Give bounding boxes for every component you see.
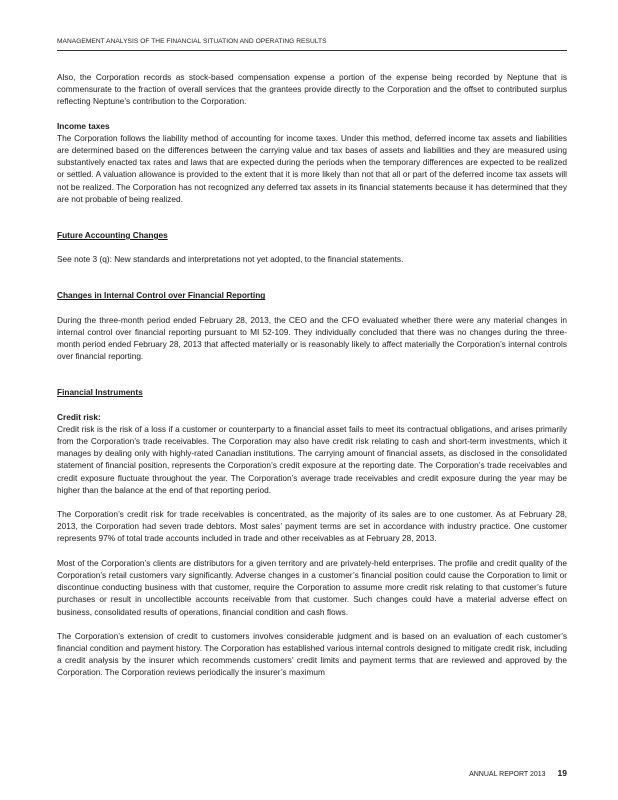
income-taxes-heading: Income taxes: [57, 120, 110, 131]
future-accounting-heading: Future Accounting Changes: [57, 230, 168, 241]
internal-control-paragraph: During the three-month period ended February 28, 2013, the CEO and the CFO evaluated whether there were any material changes in internal control over financial reporting pursuant to MI 52-109. They individually concluded that there was no changes during the three-month period ended February 28, 2013 that affected materially or is reasonably likely to affect materially the Corporation’s internal controls over financial reporting.: [57, 314, 567, 362]
running-header: [57, 38, 567, 51]
credit-risk-paragraph-4: The Corporation’s extension of credit to customers involves considerable judgment and is based on an evaluation of each customer’s financial condition and payment history. The Corporation has established various internal controls designed to mitigate credit risk, including a credit analysis by the insurer which recommends customers’ credit limits and payment terms that are reviewed and approved by the Corporation. The Corporation reviews periodically the insurer’s maximum: [57, 630, 567, 678]
income-taxes-paragraph: The Corporation follows the liability method of accounting for income taxes. Under this method, deferred income tax assets and liabilities are determined based on the differences between the carrying value and tax bases of assets and liabilities and they are measured using substantively enacted tax rates and laws that are expected during the periods when the temporary differences are expected to be realized or settled. A valuation allowance is provided to the extent that it is more likely than not that all or part of the deferred income tax assets will not be realized. The Corporation has not recognized any deferred tax assets in its financial statements because it has determined that they are not probable of being realized.: [57, 132, 567, 204]
footer-label: ANNUAL REPORT 2013: [469, 771, 546, 778]
page-footer: [469, 768, 567, 778]
credit-risk-heading: Credit risk:: [57, 411, 101, 422]
credit-risk-paragraph-2: The Corporation’s credit risk for trade receivables is concentrated, as the majority of its sales are to one customer. As at February 28, 2013, the Corporation had seven trade debtors. Most sales’ payment terms are set in accordance with industry practice. One customer represents 97% of total trade accounts included in trade and other receivables as at February 28, 2013.: [57, 509, 567, 544]
internal-control-heading: Changes in Internal Control over Financial Reporting: [57, 290, 266, 301]
financial-instruments-heading: Financial Instruments: [57, 387, 143, 398]
intro-paragraph: Also, the Corporation records as stock-based compensation expense a portion of the expense being recorded by Neptune that is commensurate to the fraction of overall services that the grantees provide directly to the Corporation and the offset to contributed surplus reflecting Neptune’s contribution to the Corporation.: [57, 72, 567, 107]
page-number: 19: [557, 768, 567, 778]
future-accounting-paragraph: See note 3 (q): New standards and interpretations not yet adopted, to the financial statements.: [57, 254, 404, 265]
credit-risk-paragraph-1: Credit risk is the risk of a loss if a customer or counterparty to a financial asset fails to meet its contractual obligations, and arises primarily from the Corporation’s trade receivables. The Corporation may also have credit risk relating to cash and short-term investments, which it manages by dealing only with highly-rated Canadian institutions. The carrying amount of financial assets, as disclosed in the consolidated statement of financial position, represents the Corporation’s credit exposure at the reporting date. The Corporation’s trade receivables and credit exposure fluctuate throughout the year. The Corporation’s average trade receivables and credit exposure during the year may be higher than the balance at the end of that reporting period.: [57, 423, 567, 495]
credit-risk-paragraph-3: Most of the Corporation’s clients are distributors for a given territory and are privately-held enterprises. The profile and credit quality of the Corporation’s retail customers vary significantly. Adverse changes in a customer’s financial position could cause the Corporation to limit or discontinue conducting business with that customer, require the Corporation to assume more credit risk relating to that customer’s future purchases or result in uncollectible accounts receivable from that customer. Such changes could have a material adverse effect on business, consolidated results of operations, financial condition and cash flows.: [57, 557, 567, 617]
header-title: MANAGEMENT ANALYSIS OF THE FINANCIAL SITUATION AND OPERATING RESULTS: [57, 38, 327, 45]
page-body: [57, 71, 567, 679]
